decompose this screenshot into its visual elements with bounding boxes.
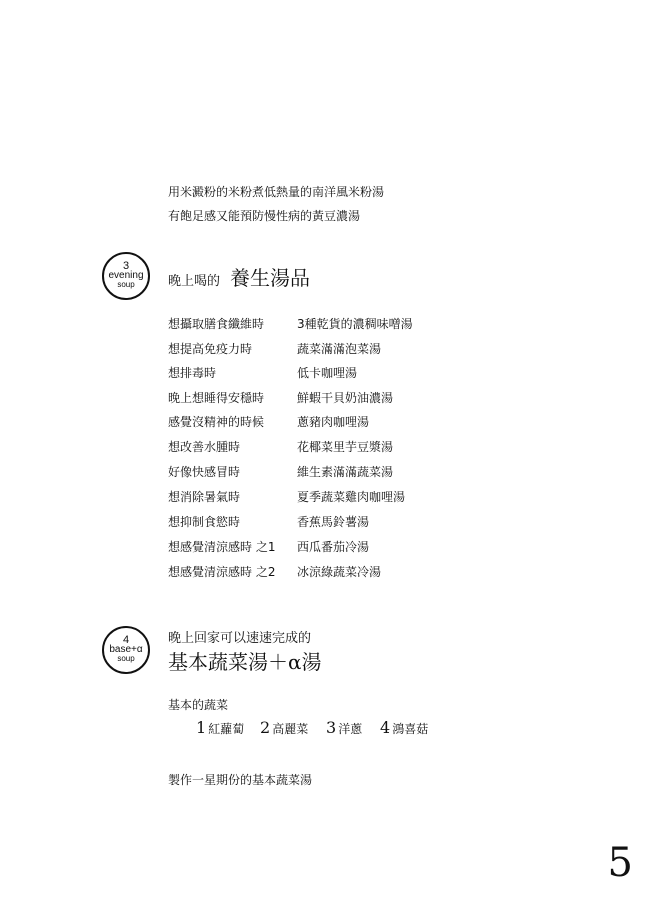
entry-title: 維生素滿滿蔬菜湯 xyxy=(297,465,394,479)
entry-description: 想感覺清涼感時 之2 xyxy=(168,565,276,579)
vegetable-item xyxy=(326,720,362,737)
entry-title: 夏季蔬菜雞肉咖哩湯 xyxy=(297,490,406,504)
vegetable-number: 2 xyxy=(260,718,271,737)
vegetable-number: 4 xyxy=(380,718,391,737)
entry-title: 冰涼綠蔬菜冷湯 xyxy=(297,565,382,579)
entry-description: 想提高免疫力時 xyxy=(168,342,253,356)
section-3-small-title: 晚上喝的 xyxy=(168,274,221,289)
basic-vegetables-label: 基本的蔬菜 xyxy=(168,698,229,712)
vegetable-number: 3 xyxy=(326,718,337,737)
section-4-title: 基本蔬菜湯＋α湯 xyxy=(168,650,322,674)
entry-title: 蔬菜滿滿泡菜湯 xyxy=(297,342,382,356)
section-4-small-title: 晚上回家可以速速完成的 xyxy=(168,631,312,646)
badge-subword: soup xyxy=(117,654,135,663)
vegetable-name: 洋蔥 xyxy=(338,722,363,736)
entry-description: 用米澱粉的米粉煮低熱量的南洋風米粉湯 xyxy=(168,185,385,199)
entry-title: 香蕉馬鈴薯湯 xyxy=(297,515,370,529)
badge-subword: soup xyxy=(117,280,135,289)
vegetable-name: 高麗菜 xyxy=(272,722,309,736)
entry-title: 蔥豬肉咖哩湯 xyxy=(297,415,370,429)
entry-description: 有飽足感又能預防慢性病的黃豆濃湯 xyxy=(168,209,361,223)
entry-description: 想改善水腫時 xyxy=(168,440,241,454)
entry-title: 低卡咖哩湯 xyxy=(297,366,358,380)
entry-description: 想排毒時 xyxy=(168,366,217,380)
entry-title: 鮮蝦干貝奶油濃湯 xyxy=(297,391,394,405)
entry-description: 感覺沒精神的時候 xyxy=(168,415,265,429)
entry-description: 晚上想睡得安穩時 xyxy=(168,391,265,405)
page-number: 5 xyxy=(607,840,633,886)
entry-title: 西瓜番茄冷湯 xyxy=(297,540,370,554)
badge-number: 4 xyxy=(122,634,130,646)
section-4-badge xyxy=(102,626,150,674)
entry-title: 花椰菜里芋豆漿湯 xyxy=(297,440,394,454)
entry-title: 3種乾貨的濃稠味噌湯 xyxy=(297,317,413,331)
vegetable-item xyxy=(260,720,308,737)
vegetable-name: 紅蘿蔔 xyxy=(208,722,245,736)
vegetable-item xyxy=(196,720,244,737)
entry-description: 製作一星期份的基本蔬菜湯 xyxy=(168,773,313,787)
entry-description: 想消除暑氣時 xyxy=(168,490,241,504)
vegetable-name: 鴻喜菇 xyxy=(392,722,429,736)
badge-word: evening xyxy=(108,270,144,281)
badge-word: base+α xyxy=(109,644,143,655)
entry-description: 好像快感冒時 xyxy=(168,465,241,479)
entry-description: 想攝取膳食纖維時 xyxy=(168,317,265,331)
vegetable-number: 1 xyxy=(196,718,207,737)
section-3-title: 養生湯品 xyxy=(230,266,310,290)
entry-description: 想抑制食慾時 xyxy=(168,515,241,529)
vegetable-item xyxy=(380,720,428,737)
badge-number: 3 xyxy=(122,260,130,272)
entry-description: 想感覺清涼感時 之1 xyxy=(168,540,276,554)
section-3-badge xyxy=(102,252,150,300)
